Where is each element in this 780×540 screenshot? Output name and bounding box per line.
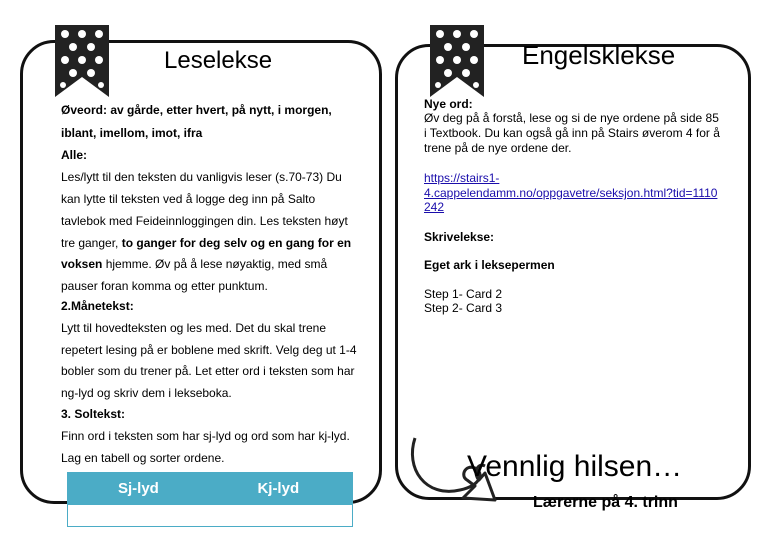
bold-text: 2.Månetekst: (61, 299, 134, 313)
leselekse-line (61, 429, 350, 443)
plain-text: Finn ord i teksten som har sj-lyd og ord som har kj-lyd. (61, 429, 350, 443)
bold-text: Alle: (61, 148, 88, 162)
bold-text: Øveord: av gårde, etter hvert, på nytt, i morgen, (61, 103, 332, 117)
bold-text: voksen (61, 257, 103, 271)
leselekse-line (61, 321, 326, 335)
leselekse-line (61, 386, 232, 400)
bold-text: to ganger for deg selv og en gang for en (121, 236, 352, 250)
plain-text: bobler som du trener på. Let etter ord i teksten som har (61, 364, 355, 378)
nye-ord-line: i Textbook. Du kan også gå inn på Stairs øverom 4 for å (424, 126, 720, 140)
step-line: Step 1- Card 2 (424, 287, 503, 301)
nye-ord-line: trene på de nye ordene der. (424, 141, 572, 155)
stairs-link[interactable]: 4.cappelendamm.no/oppgavetre/seksjon.html?tid=1110 (424, 186, 718, 200)
signature: Lærerne på 4. trinn (533, 494, 678, 511)
leselekse-line (61, 257, 327, 271)
plain-text: hjemme. Øv på å lese nøyaktig, med små (102, 257, 328, 271)
greeting: Vennlig hilsen… (467, 450, 683, 483)
leselekse-line (61, 279, 268, 293)
plain-text: tavlebok med Feideinnloggingen din. Les teksten høyt (61, 214, 348, 228)
leselekse-line (61, 299, 134, 313)
table-header-kj: Kj-lyd (257, 480, 300, 498)
plain-text: Les/lytt til den teksten du vanligvis leser (s.70-73) Du (61, 170, 342, 184)
leselekse-line (61, 148, 87, 162)
plain-text: Lytt til hovedteksten og les med. Det du skal trene (61, 321, 327, 335)
bold-text: iblant, imellom, imot, ifra (61, 126, 203, 140)
leselekse-line (61, 192, 315, 206)
leselekse-line (61, 364, 354, 378)
ribbon-bookmark-icon (55, 25, 109, 97)
engelsklekse-title: Engelsklekse (522, 40, 676, 70)
table-header-sj: Sj-lyd (118, 480, 159, 498)
leselekse-line (61, 451, 224, 465)
leselekse-line (61, 407, 125, 421)
plain-text: Lag en tabell og sorter ordene. (61, 451, 225, 465)
skrivelekse-heading: Skrivelekse: (424, 230, 495, 244)
nye-ord-heading: Nye ord: (424, 97, 473, 111)
leselekse-line (61, 343, 357, 357)
plain-text: pauser foran komma og etter punktum. (61, 279, 268, 293)
leselekse-line (61, 236, 351, 250)
leselekse-line (61, 170, 342, 184)
sorting-table (67, 472, 353, 527)
leselekse-line (61, 214, 348, 228)
plain-text: ng-lyd og skriv dem i lekseboka. (61, 386, 232, 400)
leselekse-title: Leselekse (164, 47, 273, 74)
bold-text: 3. Soltekst: (61, 407, 126, 421)
plain-text: tre ganger, (61, 236, 122, 250)
step-line: Step 2- Card 3 (424, 301, 503, 315)
stairs-link[interactable]: https://stairs1- (424, 171, 500, 185)
leselekse-line (61, 126, 202, 140)
eget-ark-text: Eget ark i leksepermen (424, 258, 555, 272)
ribbon-bookmark-icon (430, 25, 484, 97)
leselekse-line (61, 103, 332, 117)
plain-text: kan lytte til teksten ved å logge deg inn på Salto (61, 192, 316, 206)
stairs-link[interactable]: 242 (424, 200, 445, 214)
plain-text: repetert lesing på er boblene med skrift. Velg deg ut 1-4 (61, 343, 357, 357)
nye-ord-line: Øv deg på å forstå, lese og si de nye ordene på side 85 (424, 111, 719, 125)
